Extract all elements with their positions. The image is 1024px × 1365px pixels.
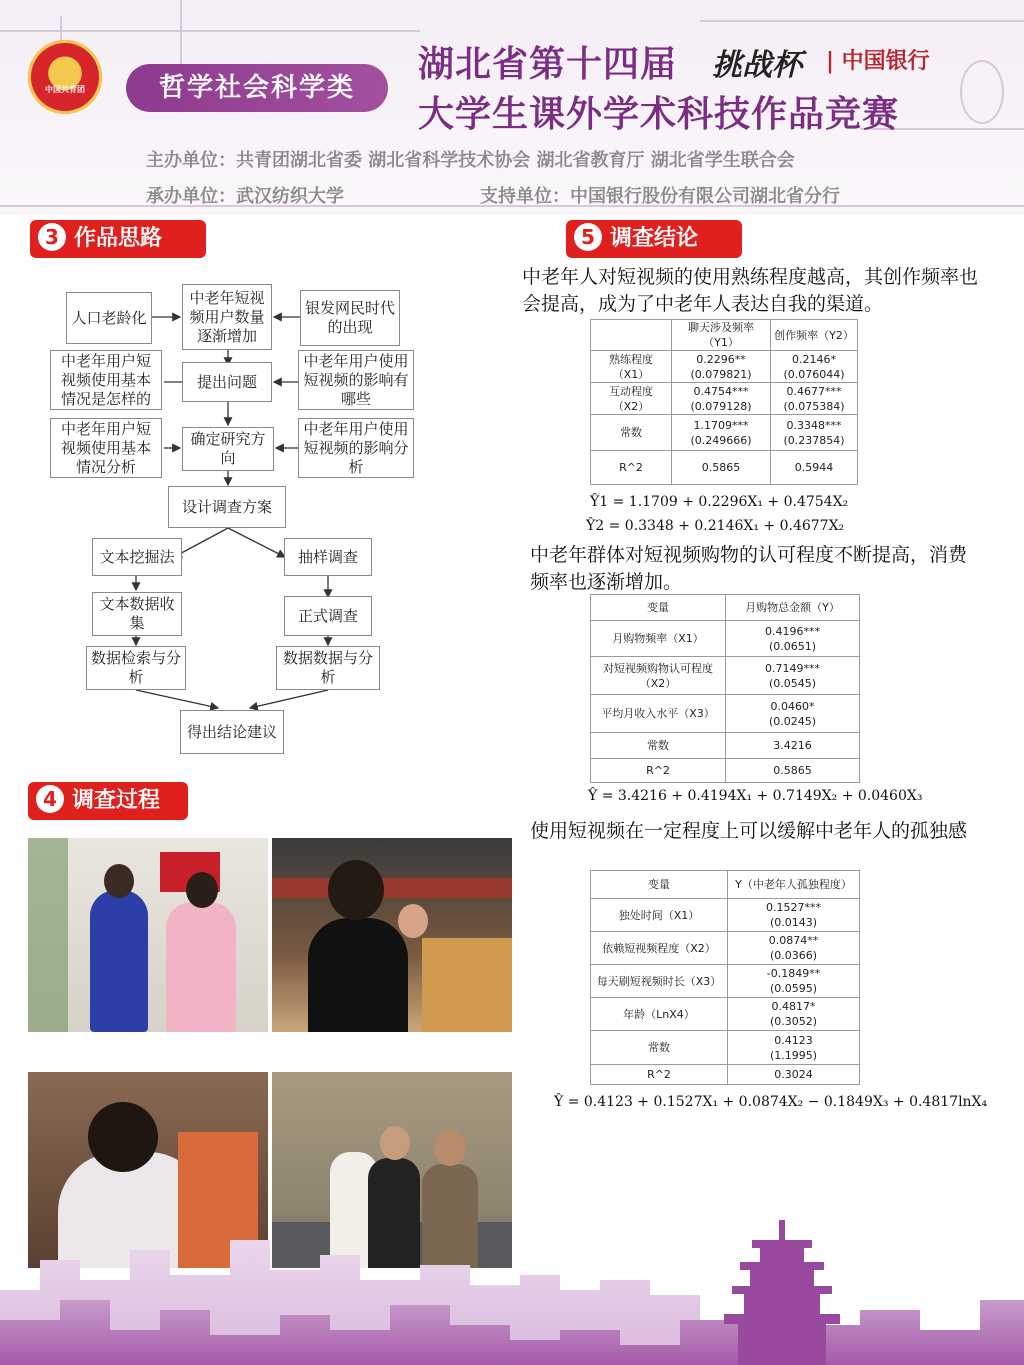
flow-silver-era: 银发网民时代的出现 (300, 290, 400, 346)
flow-formal-survey: 正式调查 (284, 596, 372, 636)
youth-league-emblem (28, 40, 102, 114)
row-label: 互动程度（X2） (591, 383, 672, 415)
table-header: 变量 (591, 595, 726, 621)
regression-table-2 (590, 594, 860, 783)
table-header: Y（中老年人孤独程度） (728, 871, 860, 899)
row-label: R^2 (591, 451, 672, 485)
title-cup: 挑战杯 (712, 48, 802, 83)
row-label: 月购物频率（X1） (591, 621, 726, 657)
supporter-unit: 支持单位：中国银行股份有限公司湖北省分行 (480, 186, 840, 207)
table-cell: 0.3348*** (0.237854) (771, 415, 858, 451)
circuit-line (0, 30, 420, 32)
person-blue-hoodie (90, 890, 148, 1032)
flow-analysis-right: 中老年用户使用短视频的影响分析 (298, 418, 414, 478)
organizer-unit: 承办单位：武汉纺织大学 (146, 186, 344, 207)
table-cell: 0.4677*** (0.075384) (771, 383, 858, 415)
table-header: 变量 (591, 871, 728, 899)
row-label: 年龄（LnX4） (591, 998, 728, 1031)
flow-text-mining: 文本挖掘法 (92, 538, 182, 576)
row-label: R^2 (591, 1065, 728, 1085)
person-black-coat (308, 918, 408, 1032)
flow-design-survey: 设计调查方案 (168, 486, 286, 528)
flow-data-retrieval: 数据检索与分析 (86, 646, 186, 690)
flow-question-right: 中老年用户使用短视频的影响有哪些 (298, 350, 414, 410)
regression-table-3 (590, 870, 860, 1085)
table-cell: 0.5865 (726, 759, 860, 783)
equation-4: Ŷ = 0.4123 + 0.1527X₁ + 0.0874X₂ − 0.1849X₃ + 0.4817lnX₄ (554, 1094, 988, 1110)
host-units: 主办单位：共青团湖北省委 湖北省科学技术协会 湖北省教育厅 湖北省学生联合会 (146, 150, 795, 171)
finding-3: 使用短视频在一定程度上可以缓解中老年人的孤独感 (530, 820, 968, 842)
flow-conclusion: 得出结论建议 (180, 710, 284, 754)
equation-2: Ŷ2 = 0.3348 + 0.2146X₁ + 0.4677X₂ (586, 518, 845, 534)
person-pink-sweater (166, 902, 236, 1032)
flow-sampling: 抽样调查 (284, 538, 372, 576)
table-cell: 0.0874** (0.0366) (728, 932, 860, 965)
person-head (380, 1126, 410, 1160)
food-counter (422, 938, 512, 1032)
flow-aging: 人口老龄化 (66, 292, 152, 344)
table-cell: -0.1849** (0.0595) (728, 965, 860, 998)
emblem-text: 中国共青团 (45, 85, 85, 94)
section-number: 3 (38, 223, 66, 251)
category-badge: 哲学社会科学类 (126, 64, 388, 112)
row-label: 对短视频购物认可程度（X2） (591, 657, 726, 695)
table-cell: 0.2296** (0.079821) (672, 351, 771, 383)
table-cell: 0.3024 (728, 1065, 860, 1085)
survey-photo-2 (272, 838, 512, 1032)
survey-photo-1 (28, 838, 268, 1032)
flow-data-analysis: 数据数据与分析 (276, 646, 380, 690)
circuit-line (180, 0, 182, 64)
title-sponsor: | 中国银行 (826, 48, 930, 74)
row-label: 熟练程度（X1） (591, 351, 672, 383)
title-line-1: 湖北省第十四届 (418, 44, 678, 85)
flow-question-left: 中老年用户短视频使用基本情况是怎样的 (50, 350, 162, 410)
equation-3: Ŷ = 3.4216 + 0.4194X₁ + 0.7149X₂ + 0.0460X₃ (588, 788, 923, 804)
flow-research-direction: 确定研究方向 (182, 427, 274, 471)
regression-table-1 (590, 319, 858, 485)
flow-users-up: 中老年短视频用户数量逐渐增加 (182, 284, 272, 350)
person-head (434, 1130, 466, 1166)
table-cell: 3.4216 (726, 733, 860, 759)
flow-ask-question: 提出问题 (182, 362, 272, 402)
table-cell: 0.4817* (0.3052) (728, 998, 860, 1031)
section-title: 调查过程 (72, 788, 161, 813)
table-cell: 0.0460* (0.0245) (726, 695, 860, 733)
row-label: 独处时间（X1） (591, 899, 728, 932)
section-title: 调查结论 (610, 226, 699, 251)
flow-analysis-left: 中老年用户短视频使用基本情况分析 (50, 418, 162, 478)
row-label: 每天刷短视频时长（X3） (591, 965, 728, 998)
equation-1: Ŷ1 = 1.1709 + 0.2296X₁ + 0.4754X₂ (590, 494, 849, 510)
section-number: 5 (574, 223, 602, 251)
table-header: 月购物总金额（Y） (726, 595, 860, 621)
finding-1: 中老年人对短视频的使用熟练程度越高，其创作频率也会提高，成为了中老年人表达自我的渠道。 (522, 266, 979, 315)
row-label: R^2 (591, 759, 726, 783)
table-cell: 0.5944 (771, 451, 858, 485)
table-header: 创作频率（Y2） (771, 320, 858, 351)
city-skyline-decoration (0, 1180, 1024, 1365)
section-5-tag (566, 220, 742, 258)
section-title: 作品思路 (74, 226, 163, 251)
table-cell: 0.4754*** (0.079128) (672, 383, 771, 415)
person-head (328, 860, 384, 920)
row-label: 常数 (591, 1031, 728, 1065)
circuit-globe (960, 60, 1004, 124)
table-header (591, 320, 672, 351)
title-line-2: 大学生课外学术科技作品竞赛 (418, 94, 900, 135)
table-cell: 0.4196*** (0.0651) (726, 621, 860, 657)
row-label: 平均月收入水平（X3） (591, 695, 726, 733)
plant (28, 838, 68, 1032)
person-head (104, 864, 134, 898)
row-label: 常数 (591, 415, 672, 451)
finding-2: 中老年群体对短视频购物的认可程度不断提高，消费频率也逐渐增加。 (530, 544, 968, 593)
table-cell: 0.5865 (672, 451, 771, 485)
table-cell: 0.2146* (0.076044) (771, 351, 858, 383)
person-head (88, 1102, 158, 1172)
table-cell: 0.1527*** (0.0143) (728, 899, 860, 932)
flow-text-collection: 文本数据收集 (92, 592, 182, 636)
section-3-tag (30, 220, 206, 258)
table-cell: 0.4123 (1.1995) (728, 1031, 860, 1065)
person-head (186, 872, 218, 908)
circuit-line (700, 20, 1024, 22)
section-4-tag (28, 782, 188, 820)
table-cell: 0.7149*** (0.0545) (726, 657, 860, 695)
shelf (272, 878, 512, 898)
vendor-head (398, 904, 428, 938)
table-header: 聊天涉及频率（Y1） (672, 320, 771, 351)
section-number: 4 (36, 785, 64, 813)
row-label: 常数 (591, 733, 726, 759)
table-cell: 1.1709*** (0.249666) (672, 415, 771, 451)
row-label: 依赖短视频程度（X2） (591, 932, 728, 965)
